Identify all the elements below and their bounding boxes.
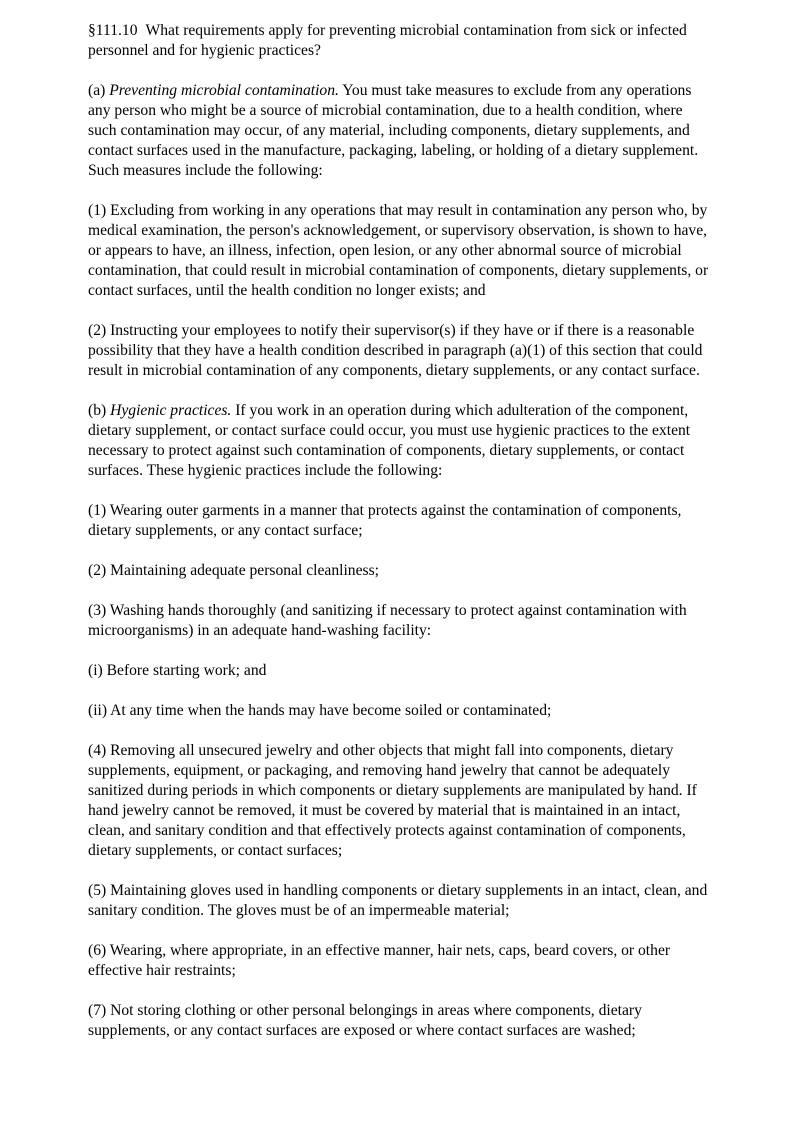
paragraph-a-label: (a) [88, 82, 110, 99]
paragraph-b3: (3) Washing hands thoroughly (and sanitizing if necessary to protect against contamination with microorganisms) in an adequate hand-washing facility: [88, 602, 687, 639]
section-title: What requirements apply for preventing microbial contamination from sick or infected personnel and for hygienic practices? [88, 22, 687, 59]
paragraph-b3-i: (i) Before starting work; and [88, 662, 267, 679]
section-number: §111.10 [88, 22, 138, 39]
paragraph-a-heading: Preventing microbial contamination. [109, 82, 339, 99]
paragraph-b [88, 401, 710, 481]
paragraph-b6: (6) Wearing, where appropriate, in an effective manner, hair nets, caps, beard covers, or other effective hair restraints; [88, 942, 671, 979]
paragraph-a1: (1) Excluding from working in any operations that may result in contamination any person who, by medical examination, the person's acknowledgement, or supervisory observation, is shown to have, or appears to have, an illness, infection, open lesion, or any other abnormal source of microbial contamination, that could result in microbial contamination of components, dietary supplements, or contact surfaces, until the health condition no longer exists; and [88, 202, 709, 299]
paragraph-b1: (1) Wearing outer garments in a manner that protects against the contamination of components, dietary supplements, or any contact surface; [88, 502, 682, 539]
section-heading [88, 21, 710, 61]
paragraph-b-heading: Hygienic practices. [110, 402, 232, 419]
paragraph-b-label: (b) [88, 402, 111, 419]
paragraph-a-text: You must take measures to exclude from any operations any person who might be a source of microbial contamination, due to a health condition, where such contamination may occur, of any material, including components, dietary supplements, and contact surfaces used in the manufacture, packaging, labeling, or holding of a dietary supplement. Such measures include the following: [88, 82, 699, 179]
paragraph-b3-ii: (ii) At any time when the hands may have become soiled or contaminated; [88, 702, 552, 719]
paragraph-a [88, 81, 710, 181]
paragraph-b-text: If you work in an operation during which adulteration of the component, dietary supplement, or contact surface could occur, you must use hygienic practices to the extent necessary to protect against such contamination of components, dietary supplements, or contact surfaces. These hygienic practices include the following: [88, 402, 691, 479]
paragraph-b7: (7) Not storing clothing or other personal belongings in areas where components, dietary supplements, or any contact surfaces are exposed or where contact surfaces are washed; [88, 1002, 642, 1039]
paragraph-b2: (2) Maintaining adequate personal cleanliness; [88, 562, 379, 579]
paragraph-b4: (4) Removing all unsecured jewelry and other objects that might fall into components, dietary supplements, equipment, or packaging, and removing hand jewelry that cannot be adequately sanitized during periods in which components or dietary supplements are manipulated by hand. If hand jewelry cannot be removed, it must be covered by material that is maintained in an intact, clean, and sanitary condition and that effectively protects against contamination of components, dietary supplements, or contact surfaces; [88, 742, 697, 859]
paragraph-b5: (5) Maintaining gloves used in handling components or dietary supplements in an intact, clean, and sanitary condition. The gloves must be of an impermeable material; [88, 882, 708, 919]
document-page [88, 21, 710, 1041]
paragraph-a2: (2) Instructing your employees to notify their supervisor(s) if they have or if there is a reasonable possibility that they have a health condition described in paragraph (a)(1) of this section that could result in microbial contamination of any components, dietary supplements, or any contact surface. [88, 322, 703, 379]
